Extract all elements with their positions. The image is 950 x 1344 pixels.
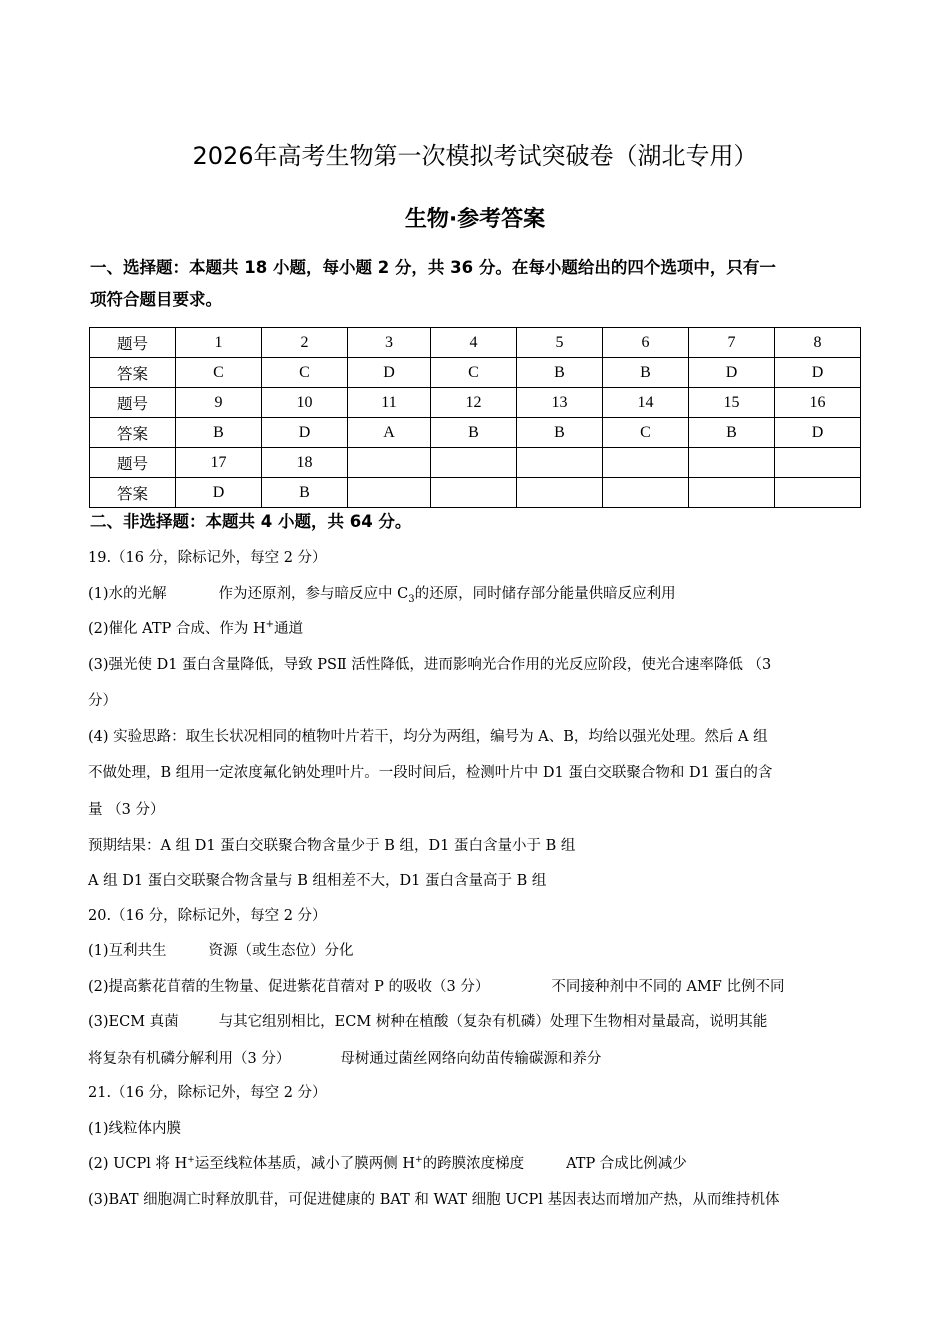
table-row-answers: [90, 358, 861, 388]
question-number-cell: [688, 448, 774, 478]
answer-cell: C: [430, 358, 516, 388]
table-row-answers: [90, 418, 861, 448]
q20-answer-1b: 资源（或生态位）分化: [208, 943, 354, 959]
answer-cell: B: [176, 418, 262, 448]
question-number-cell: [348, 448, 431, 478]
q19-answer-2b: 通道: [274, 621, 304, 637]
row-label-question-number: 题号: [90, 328, 176, 358]
q20-answer-3: [88, 1010, 868, 1031]
q19-expected-result-2: A 组 D1 蛋白交联聚合物含量与 B 组相差不大，D1 蛋白含量高于 B 组: [88, 873, 547, 889]
q19-answer-3: (3)强光使 D1 蛋白含量降低，导致 PSⅡ 活性降低，进而影响光合作用的光反应阶段，使光合速率降低 （3: [88, 657, 772, 673]
question-number-cell: 8: [774, 328, 860, 358]
question-number-cell: [774, 448, 860, 478]
question-number-cell: 5: [516, 328, 602, 358]
q20-heading: 20.（16 分，除标记外，每空 2 分）: [88, 908, 327, 924]
table-row-question-numbers: [90, 328, 861, 358]
answer-cell: [774, 478, 860, 508]
q20-answer-1: [88, 939, 868, 960]
q19-answer-2a: (2)催化 ATP 合成、作为 H: [88, 621, 266, 637]
question-number-cell: 15: [688, 388, 774, 418]
row-label-answer: 答案: [90, 358, 176, 388]
row-label-question-number: 题号: [90, 448, 176, 478]
answer-cell: [688, 478, 774, 508]
question-number-cell: 4: [430, 328, 516, 358]
q20-answer-3c: 将复杂有机磷分解利用（3 分）: [88, 1051, 291, 1067]
question-number-cell: [430, 448, 516, 478]
answer-cell: B: [516, 358, 602, 388]
answer-cell: D: [176, 478, 262, 508]
answer-cell: C: [602, 418, 688, 448]
question-number-cell: 6: [602, 328, 688, 358]
q19-answer-1b: 作为还原剂，参与暗反应中 C: [218, 586, 409, 602]
q20-answer-2b: 不同接种剂中不同的 AMF 比例不同: [551, 979, 785, 995]
answer-cell: B: [430, 418, 516, 448]
q21-answer-2a: (2) UCPl 将 H: [88, 1156, 188, 1172]
q20-answer-3b: 与其它组别相比，ECM 树种在植酸（复杂有机磷）处理下生物相对量最高，说明其能: [218, 1014, 768, 1030]
answer-cell: C: [262, 358, 348, 388]
table-row-question-numbers: [90, 388, 861, 418]
q19-answer-4-cont-1: 不做处理，B 组用一定浓度氟化钠处理叶片。一段时间后，检测叶片中 D1 蛋白交联聚合物和 D1 蛋白的含: [88, 765, 773, 781]
answer-cell: [516, 478, 602, 508]
q19-answer-2-sup: +: [265, 619, 275, 631]
q20-answer-3d: 母树通过菌丝网络向幼苗传输碳源和养分: [340, 1051, 602, 1067]
q19-answer-1c: 的还原，同时储存部分能量供暗反应利用: [414, 586, 676, 602]
q20-answer-1a: (1)互利共生: [88, 943, 167, 959]
document-subtitle: 生物·参考答案: [404, 207, 546, 232]
section-1-line-1: 一、选择题：本题共 18 小题，每小题 2 分，共 36 分。在每小题给出的四个选项中，只有一: [90, 258, 776, 277]
q21-answer-2-sup2: +: [415, 1155, 423, 1166]
question-number-cell: [516, 448, 602, 478]
answer-cell: D: [774, 358, 860, 388]
table-row-question-numbers: [90, 448, 861, 478]
q20-answer-3-cont: [88, 1047, 868, 1068]
answer-cell: B: [516, 418, 602, 448]
q21-answer-1: (1)线粒体内膜: [88, 1121, 182, 1137]
q21-answer-2b: 运至线粒体基质，减小了膜两侧 H: [194, 1156, 416, 1172]
q19-expected-result-1: 预期结果：A 组 D1 蛋白交联聚合物含量少于 B 组，D1 蛋白含量小于 B 组: [88, 838, 576, 854]
answer-cell: [430, 478, 516, 508]
question-number-cell: 17: [176, 448, 262, 478]
question-number-cell: [602, 448, 688, 478]
question-number-cell: 14: [602, 388, 688, 418]
q19-answer-4: (4) 实验思路：取生长状况相同的植物叶片若干，均分为两组，编号为 A、B，均给以强光处理。然后 A 组: [88, 729, 768, 745]
answer-cell: D: [348, 358, 431, 388]
q19-answer-2: [88, 617, 868, 638]
q19-answer-1: [88, 582, 868, 605]
answer-table: [89, 327, 861, 508]
question-number-cell: 11: [348, 388, 431, 418]
q19-answer-4-cont-2: 量 （3 分）: [88, 802, 165, 818]
question-number-cell: 1: [176, 328, 262, 358]
question-number-cell: 10: [262, 388, 348, 418]
q20-answer-3a: (3)ECM 真菌: [88, 1014, 179, 1030]
document-title: 2026年高考生物第一次模拟考试突破卷（湖北专用）: [192, 142, 758, 170]
q21-answer-2d: ATP 合成比例减少: [566, 1156, 687, 1172]
answer-cell: D: [774, 418, 860, 448]
question-number-cell: 18: [262, 448, 348, 478]
q21-answer-2-sup1: +: [187, 1155, 195, 1166]
q21-answer-3: (3)BAT 细胞凋亡时释放肌苷，可促进健康的 BAT 和 WAT 细胞 UCPl 基因表达而增加产热，从而维持机体: [88, 1192, 780, 1208]
answer-cell: D: [262, 418, 348, 448]
answer-cell: B: [688, 418, 774, 448]
q21-answer-2c: 的跨膜浓度梯度: [422, 1156, 525, 1172]
question-number-cell: 13: [516, 388, 602, 418]
question-number-cell: 7: [688, 328, 774, 358]
q20-answer-2a: (2)提高紫花苜蓿的生物量、促进紫花苜蓿对 P 的吸收（3 分）: [88, 979, 490, 995]
q19-answer-3-cont: 分）: [88, 693, 117, 709]
answer-cell: D: [688, 358, 774, 388]
table-row-answers: [90, 478, 861, 508]
answer-cell: B: [262, 478, 348, 508]
question-number-cell: 16: [774, 388, 860, 418]
question-number-cell: 12: [430, 388, 516, 418]
question-number-cell: 2: [262, 328, 348, 358]
row-label-answer: 答案: [90, 478, 176, 508]
q19-heading: 19.（16 分，除标记外，每空 2 分）: [88, 550, 327, 566]
q21-answer-2: [88, 1152, 868, 1173]
answer-cell: A: [348, 418, 431, 448]
question-number-cell: 9: [176, 388, 262, 418]
section-2-heading: 二、非选择题：本题共 4 小题，共 64 分。: [90, 512, 412, 531]
question-number-cell: 3: [348, 328, 431, 358]
section-1-line-2: 项符合题目要求。: [90, 290, 222, 309]
row-label-answer: 答案: [90, 418, 176, 448]
answer-cell: B: [602, 358, 688, 388]
answer-cell: [348, 478, 431, 508]
q21-heading: 21.（16 分，除标记外，每空 2 分）: [88, 1085, 327, 1101]
q19-answer-1a: (1)水的光解: [88, 586, 167, 602]
answer-cell: [602, 478, 688, 508]
row-label-question-number: 题号: [90, 388, 176, 418]
q19-answer-1-sub: 3: [408, 593, 415, 605]
q20-answer-2: [88, 975, 868, 996]
answer-cell: C: [176, 358, 262, 388]
section-1-heading: [90, 252, 860, 316]
